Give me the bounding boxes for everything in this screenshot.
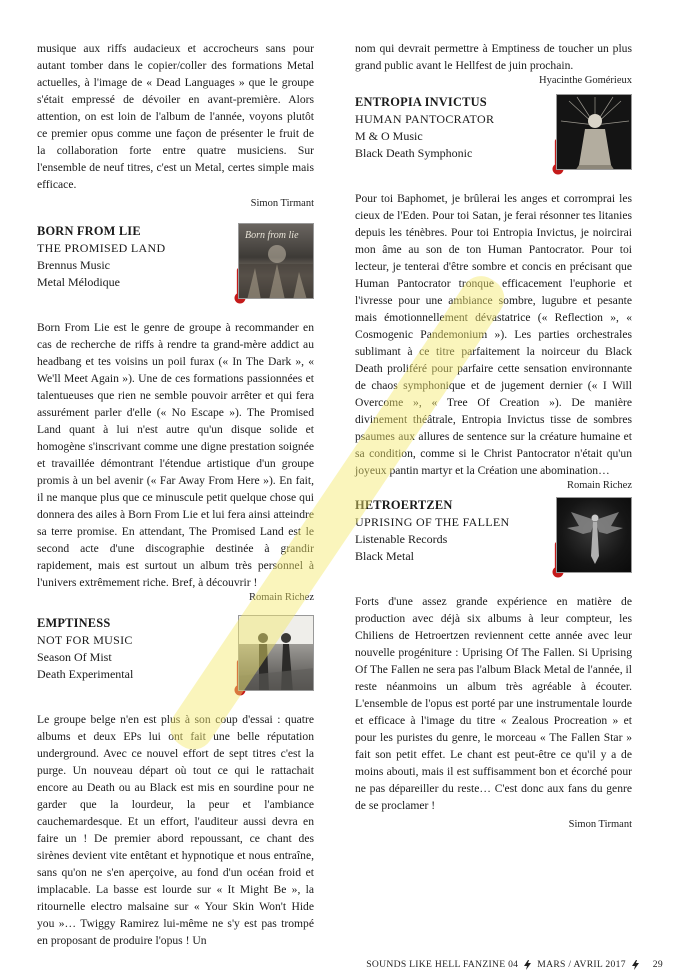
album-cover-image (238, 615, 314, 691)
album-title: UPRISING OF THE FALLEN (355, 515, 510, 529)
band-name: HETROERTZEN (355, 498, 453, 512)
album-cover-image (238, 223, 314, 299)
review-text: nom qui devrait permettre à Emptiness de toucher un plus grand public avant le Hellfest de juin prochain. (355, 42, 632, 72)
album-cover-image (556, 94, 632, 170)
left-column (37, 40, 314, 949)
band-name: EMPTINESS (37, 616, 111, 630)
page-footer (366, 959, 663, 970)
review-signature: Romain Richez (248, 592, 314, 603)
right-column (355, 40, 632, 832)
record-label: Brennus Music (37, 258, 110, 272)
review-signature: Simon Tirmant (250, 198, 314, 209)
fanzine-title: SOUNDS LIKE HELL FANZINE 04 (366, 959, 519, 970)
band-name: ENTROPIA INVICTUS (355, 95, 487, 109)
cover-art-graphic (557, 95, 632, 170)
record-label: Listenable Records (355, 532, 448, 546)
review-header-entropia-invictus (355, 94, 632, 190)
record-label: Season Of Mist (37, 650, 112, 664)
album-title: HUMAN PANTOCRATOR (355, 112, 495, 126)
music-genre: Death Experimental (37, 667, 134, 681)
lightning-bolt-icon (524, 960, 531, 970)
review-text: Born From Lie est le genre de groupe à recommander en cas de recherche de riffs à rendre ta grand-mère addict au headbang et tes voisins un poil furax (« In The Dark », « We'll Meet Again »). Une de ces formations passionnées et talentueuses que rien ne semble pouvoir arrêter et qui fera assurément parler d'elle (« No Escape »). The Promised Land quant à lui n'est autre qu'un disque solide et homogène s'inscrivant comme une digne prestation soignée et travaillée démontrant l'étendue artistique d'un groupe promis à un bel avenir (« Far Away From Here »). En fait, il ne manque plus que ce minuscule petit quelque chose qui donnera des ailes à Born From Lie et lui fera ainsi atteindre sa terre promise. En attendant, The Promised Land est le second acte d'une discographie destinée à grandir rapidement, mais est surtout un album très personnel à l'univers extrêmement riche. Bref, à découvrir ! (37, 321, 314, 589)
review-signature: Simon Tirmant (568, 819, 632, 830)
album-title: NOT FOR MUSIC (37, 633, 133, 647)
album-cover-image (556, 497, 632, 573)
review-signature: Romain Richez (566, 480, 632, 491)
review-text: musique aux riffs audacieux et accrocheurs sans pour autant tomber dans le copier/coller des formations Metal actuelles, à l'image de « Dead Languages » que le groupe s'était empressé de dévoiler en avant-première. Alors attention, on est loin de l'album de l'année, voyons plutôt ce premier opus comme une façon de présenter le fruit de la collaboration forte entre quatre musiciens. Sur l'ensemble de neuf titres, c'est un Metal, certes simple mais efficace. (37, 42, 314, 191)
review-header-hetroertzen (355, 497, 632, 593)
review-text: Le groupe belge n'en est plus à son coup d'essai : quatre albums et deux EPs lui ont fait une belle réputation underground. Avec ce nouvel effort de sept titres c'est la purge. Un nouveau départ où tout ce qui le rattachait encore au Death ou au Black est mis en sourdine pour ne garder que la lourdeur, la peur et l'ambiance cauchemardesque. Et un effort, l'auditeur aussi devra en faire un ! De premier abord repoussant, ce chant des sirènes devient vite entêtant et hypnotique et nous entraîne, sans qu'on ne s'en aperçoive, au fond d'un océan froid et implacable. La basse est lourde sur « It Might Be », la ritournelle electro malsaine sur « Your Skin Won't Hide you »… Twiggy Ramirez lui-même ne s'y est pas trompé en proposant de produire l'opus ! Un (37, 713, 314, 947)
music-genre: Black Death Symphonic (355, 146, 473, 160)
music-genre: Metal Mélodique (37, 275, 120, 289)
issue-date: MARS / AVRIL 2017 (537, 959, 626, 970)
page-number: 29 (652, 959, 663, 970)
review-header-emptiness (37, 615, 314, 711)
review-text: Pour toi Baphomet, je brûlerai les anges et corromprai les cieux de l'Eden. Pour toi Satan, je ferai résonner tes litanies depuis les ténèbres. Pour toi Entropia Invictus, je noircirai mon âme au son de ton Human Pantocrator. Pour toi lecteur, je tenterai d'être sombre et concis en précisant que Human Pantocrator tronque efficacement l'euphorie et l'ivresse pour une ambiance sombre, lugubre et pesante mais émotionnellement dévastatrice (« Reflection », « Cosmogenic Pandemonium »). Les parties orchestrales sublimant à ce titre parfaitement la noirceur du Black Death proliféré pour parfaire cette sensation environnante de chaos symphonique et de jugement dernier (« I Will Overcome », « Tree Of Creation »). De manière divinement théâtrale, Entropia Invictus tisse de sombres psaumes aux allures de sentence sur la créature humaine et sa condition, comme si le Christ Pantocrator n'était qu'un joyeux pantin martyr et la Création une abomination… (355, 192, 632, 477)
cover-art-graphic (557, 498, 632, 573)
review-header-born-from-lie (37, 223, 314, 319)
cover-title: Born from lie (245, 230, 299, 241)
band-name: BORN FROM LIE (37, 224, 141, 238)
lightning-bolt-icon (632, 960, 639, 970)
cover-art-graphic (239, 224, 314, 299)
cover-art-graphic (239, 616, 314, 691)
review-signature: Hyacinthe Gomérieux (538, 75, 632, 86)
review-text: Forts d'une assez grande expérience en matière de production avec déjà six albums à leur compteur, les Chiliens de Hetroertzen reviennent cette année avec leur nouvelle progéniture : Uprising Of The Fallen. Si Uprising Of The Fallen ne sera pas l'album Black Metal de l'année, il reste néanmoins un album très agréable à écouter. L'ensemble de l'opus est porté par une instrumentale lourde et efficace à l'image du titre « Zealous Procreation » et pour les puristes du genre, le morceau « The Fallen Star » fait son petit effet. Le chant est peut-être ce qu'il y a de moins abouti, mais il est suffisamment bon et écorché pour ne pas dépareiller du reste… C'est donc aux fans du genre de se proclamer ! (355, 595, 632, 812)
record-label: M & O Music (355, 129, 423, 143)
music-genre: Black Metal (355, 549, 414, 563)
album-title: THE PROMISED LAND (37, 241, 166, 255)
